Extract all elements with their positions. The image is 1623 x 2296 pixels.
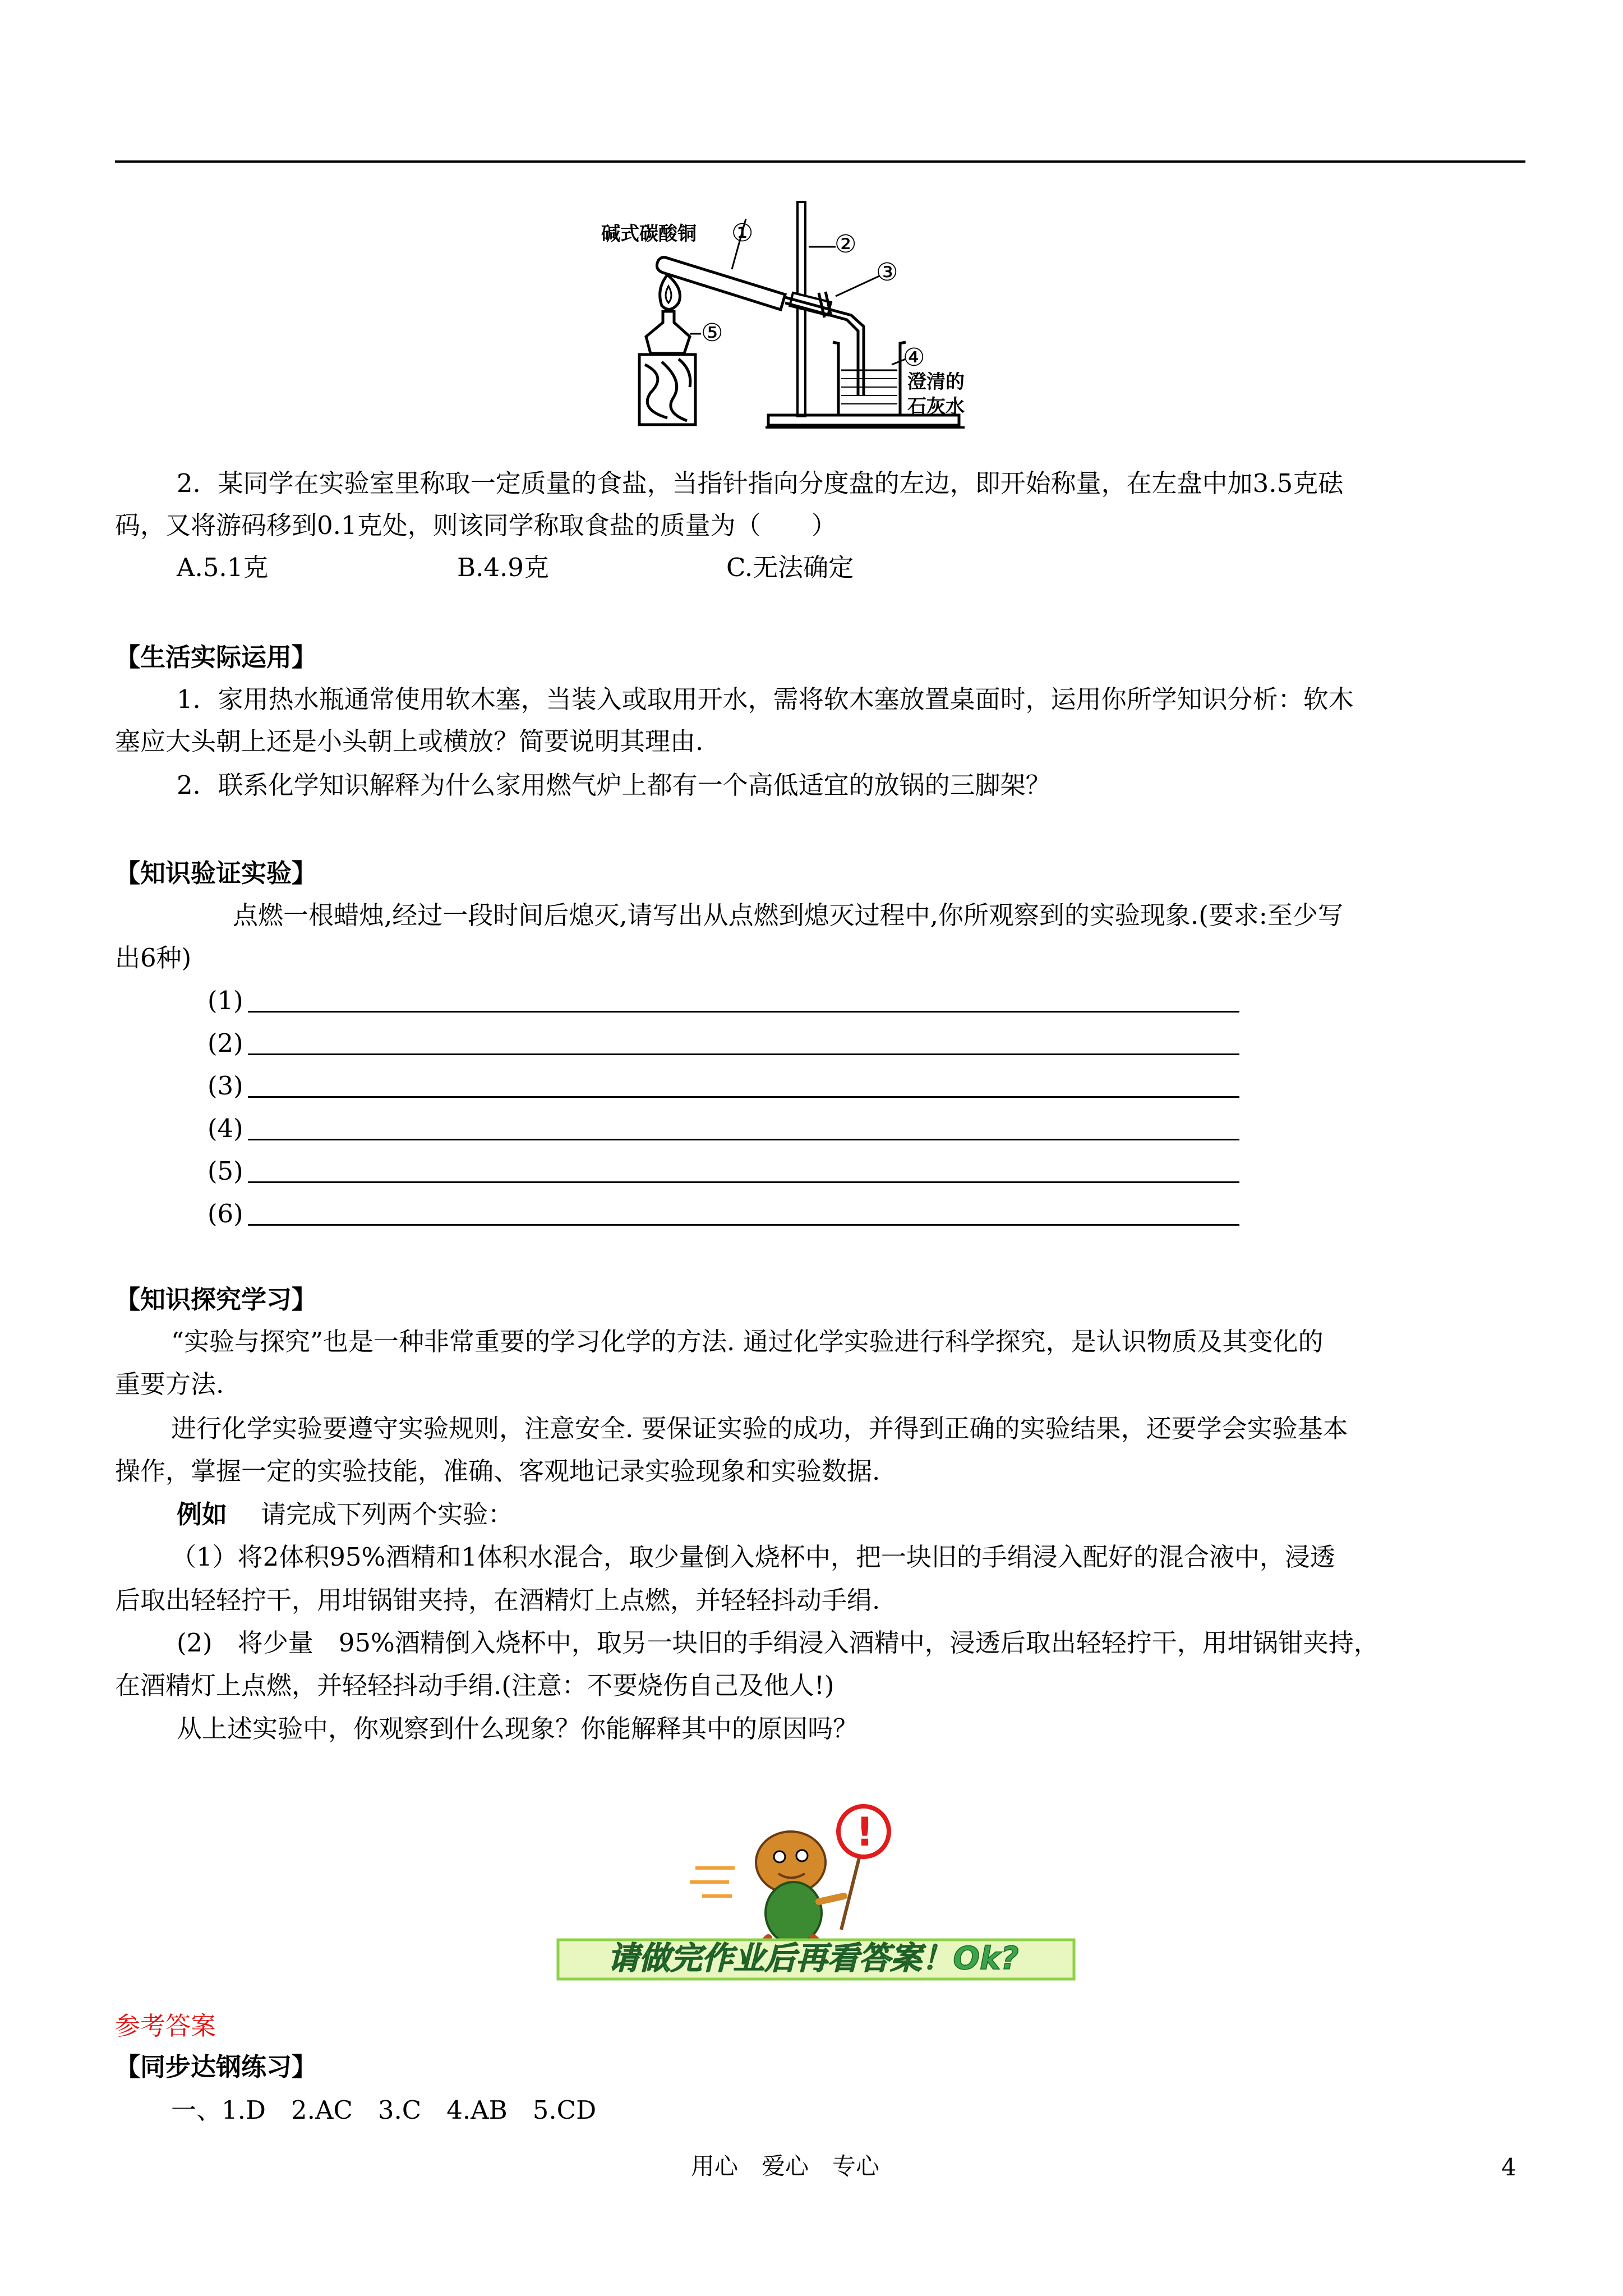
blank-line — [248, 1053, 1239, 1055]
answers-title: 参考答案 — [115, 2011, 216, 2041]
answer-blank-3[interactable] — [208, 1068, 1251, 1104]
life-q1-line1: 1．家用热水瓶通常使用软木塞，当装入或取用开水，需将软木塞放置桌面时，运用你所学知识分析：软木 — [177, 684, 1354, 714]
label-num1: ① — [731, 219, 754, 247]
experiment1-line1: （1）将2体积95%酒精和1体积水混合，取少量倒入烧杯中，把一块旧的手绢浸入配好的混合液中，浸透 — [171, 1542, 1335, 1572]
answer-blank-2[interactable] — [208, 1025, 1251, 1061]
life-heading: 【生活实际运用】 — [115, 642, 317, 672]
explore-p2-line1: 进行化学实验要遵守实验规则，注意安全. 要保证实验的成功，并得到正确的实验结果，还要学会实验基本 — [171, 1414, 1348, 1443]
blank-number: (5) — [208, 1156, 243, 1186]
q2-option-a: A.5.1克 — [177, 553, 269, 582]
blank-number: (6) — [208, 1199, 243, 1228]
answer-blank-5[interactable] — [208, 1153, 1251, 1189]
experiment2-line1: (2) 将少量 95%酒精倒入烧杯中，取另一块旧的手绢浸入酒精中，浸透后取出轻轻拧干，用坩锅钳夹持， — [177, 1628, 1379, 1658]
verify-line1: 点燃一根蜡烛,经过一段时间后熄灭,请写出从点燃到熄灭过程中,你所观察到的实验现象.(要求:至少写 — [233, 900, 1343, 930]
alcohol-lamp — [646, 311, 690, 353]
page-number: 4 — [1501, 2154, 1516, 2181]
label-num4: ④ — [903, 343, 925, 372]
label-num2: ② — [834, 230, 857, 259]
explore-p1-line1: “实验与探究”也是一种非常重要的学习化学的方法. 通过化学实验进行科学探究，是认识物质及其变化的 — [171, 1327, 1324, 1356]
answers-line: 一、1.D 2.AC 3.C 4.AB 5.CD — [171, 2095, 597, 2125]
blank-line — [248, 1224, 1239, 1226]
blank-line — [248, 1096, 1239, 1098]
label-num5: ⑤ — [701, 319, 723, 347]
q2-line1: 2．某同学在实验室里称取一定质量的食盐，当指针指向分度盘的左边，即开始称量，在左盘中加3.5克砝 — [177, 468, 1344, 498]
blank-number: (3) — [208, 1071, 243, 1101]
apparatus-diagram — [600, 168, 993, 438]
answer-blank-1[interactable] — [208, 983, 1251, 1019]
q2-option-b: B.4.9克 — [457, 553, 549, 582]
example-text: 请完成下列两个实验： — [261, 1499, 514, 1529]
cartoon-banner — [555, 1789, 1077, 1991]
blank-number: (2) — [208, 1028, 243, 1058]
q2-option-c: C.无法确定 — [726, 553, 854, 582]
explore-p2-line2: 操作，掌握一定的实验技能，准确、客观地记录实验现象和实验数据. — [115, 1456, 880, 1486]
q2-line2: 码，又将游码移到0.1克处，则该同学称取食盐的质量为（ ） — [115, 510, 837, 540]
life-q2: 2．联系化学知识解释为什么家用燃气炉上都有一个高低适宜的放锅的三脚架？ — [177, 770, 1051, 800]
experiment1-line2: 后取出轻轻拧干，用坩锅钳夹持，在酒精灯上点燃，并轻轻抖动手绢. — [115, 1585, 880, 1615]
label-compound: 碱式碳酸铜 — [601, 223, 697, 245]
footer-center: 用心 爱心 专心 — [691, 2152, 880, 2180]
banner-text: 请做完作业后再看答案！Ok? — [607, 1940, 1019, 1977]
life-q1-line2: 塞应大头朝上还是小头朝上或横放？简要说明其理由. — [115, 726, 704, 756]
answer-blank-6[interactable] — [208, 1196, 1251, 1232]
label-limewater-2: 石灰水 — [907, 395, 965, 418]
blank-number: (1) — [208, 986, 243, 1015]
blank-line — [248, 1139, 1239, 1140]
flame — [660, 275, 680, 309]
label-num3: ③ — [876, 258, 898, 287]
blank-number: (4) — [208, 1114, 243, 1143]
blank-line — [248, 1181, 1239, 1183]
exclamation-mark: ! — [856, 1809, 874, 1855]
answer-blank-4[interactable] — [208, 1111, 1251, 1147]
delivery-tube — [785, 303, 858, 395]
explore-question: 从上述实验中，你观察到什么现象？你能解释其中的原因吗？ — [177, 1714, 859, 1743]
label-limewater-1: 澄清的 — [907, 371, 965, 393]
blank-line — [248, 1011, 1239, 1013]
header-rule — [115, 160, 1525, 163]
verify-heading: 【知识验证实验】 — [115, 858, 317, 888]
experiment2-line2: 在酒精灯上点燃，并轻轻抖动手绢.(注意：不要烧伤自己及他人!) — [115, 1671, 834, 1700]
answers-heading: 【同步达钢练习】 — [115, 2052, 317, 2082]
explore-heading: 【知识探究学习】 — [115, 1285, 317, 1314]
explore-p1-line2: 重要方法. — [115, 1369, 224, 1399]
example-label: 例如 — [177, 1499, 228, 1529]
verify-line2: 出6种) — [115, 943, 192, 973]
